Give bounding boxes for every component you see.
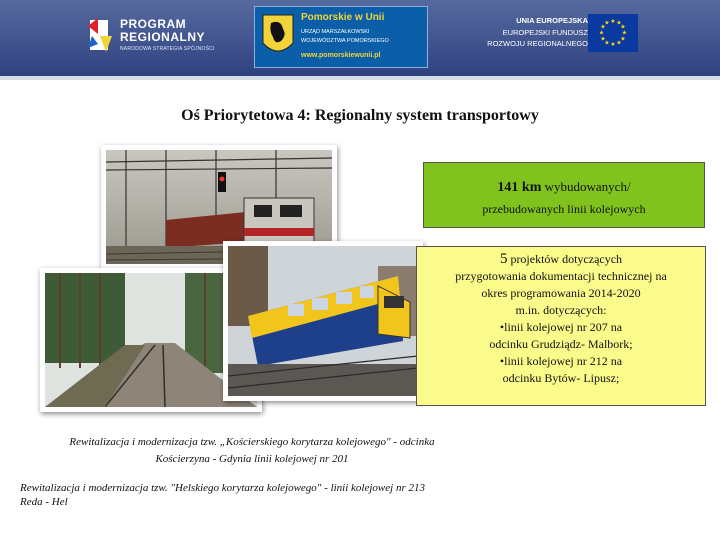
stat-projects-label: projektów dotyczących (507, 252, 623, 266)
pomorskie-logo (254, 6, 428, 68)
caption-koscierski-line2: Kościerzyna - Gdynia linii kolejowej nr 201 (155, 453, 349, 465)
caption-koscierski-line1: Rewitalizacja i modernizacja tzw. „Kościerskiego korytarza kolejowego" - odcinka (69, 436, 435, 448)
pomorskie-line1: URZĄD MARSZAŁKOWSKI (301, 29, 370, 35)
svg-text:★: ★ (621, 29, 628, 37)
svg-text:★: ★ (598, 29, 605, 37)
svg-text:★: ★ (616, 19, 622, 27)
griffin-crest-icon (261, 13, 295, 59)
caption-koscierski (42, 434, 462, 468)
program-line2: REGIONALNY (120, 30, 206, 44)
stat-projects-count: 5 (499, 251, 508, 267)
eu-line1: UNIA EUROPEJSKA (516, 16, 588, 25)
projects-line: odcinku Bytów- Lipusz; (502, 371, 620, 385)
eu-line2: EUROPEJSKI FUNDUSZ (502, 28, 588, 37)
svg-text:★: ★ (604, 39, 610, 47)
program-subtitle: NARODOWA STRATEGIA SPÓJNOŚCI (120, 46, 215, 52)
stat-box-km (423, 162, 705, 228)
projects-line: przygotowania dokumentacji technicznej na (455, 269, 667, 283)
photo-yellow-train (223, 241, 423, 401)
svg-text:★: ★ (600, 23, 606, 31)
svg-text:★: ★ (610, 18, 616, 25)
projects-line: •linii kolejowej nr 207 na (499, 320, 623, 334)
caption-helski (20, 481, 480, 509)
svg-text:★: ★ (620, 35, 626, 43)
stat-km-label-line2: przebudowanych linii kolejowych (482, 202, 646, 216)
slide-title: Oś Priorytetowa 4: Regionalny system transportowy (181, 107, 539, 124)
caption-helski-line1: Rewitalizacja i modernizacja tzw. "Helskiego korytarza kolejowego" - linii kolejowej nr 213 (20, 482, 425, 494)
eu-logo (470, 14, 640, 60)
program-line1: PROGRAM (120, 17, 187, 31)
svg-text:★: ★ (616, 39, 622, 47)
caption-helski-line2: Reda - Hel (20, 496, 68, 508)
projects-line: m.in. dotyczących: (515, 303, 607, 317)
projects-line: •linii kolejowej nr 212 na (499, 354, 623, 368)
stat-km-label: wybudowanych/ (541, 179, 631, 194)
pomorskie-title: Pomorskie w Unii (301, 12, 385, 23)
pomorskie-url: www.pomorskiewunii.pl (301, 52, 381, 59)
stat-box-projects (416, 246, 706, 406)
program-regionalny-logo (84, 12, 244, 60)
stat-km-value: 141 km (497, 180, 542, 195)
projects-line: odcinku Grudziądz- Malbork; (489, 337, 633, 351)
header-divider (0, 76, 720, 80)
program-star-icon (84, 14, 114, 56)
eu-flag-icon (588, 14, 638, 52)
header-banner (0, 0, 720, 76)
svg-text:★: ★ (620, 23, 626, 31)
svg-text:★: ★ (610, 41, 616, 48)
eu-line3: ROZWOJU REGIONALNEGO (487, 39, 588, 48)
pomorskie-line2: WOJEWÓDZTWA POMORSKIEGO (301, 38, 389, 44)
projects-line: okres programowania 2014-2020 (481, 286, 641, 300)
svg-text:★: ★ (600, 35, 606, 43)
svg-text:★: ★ (604, 19, 610, 27)
